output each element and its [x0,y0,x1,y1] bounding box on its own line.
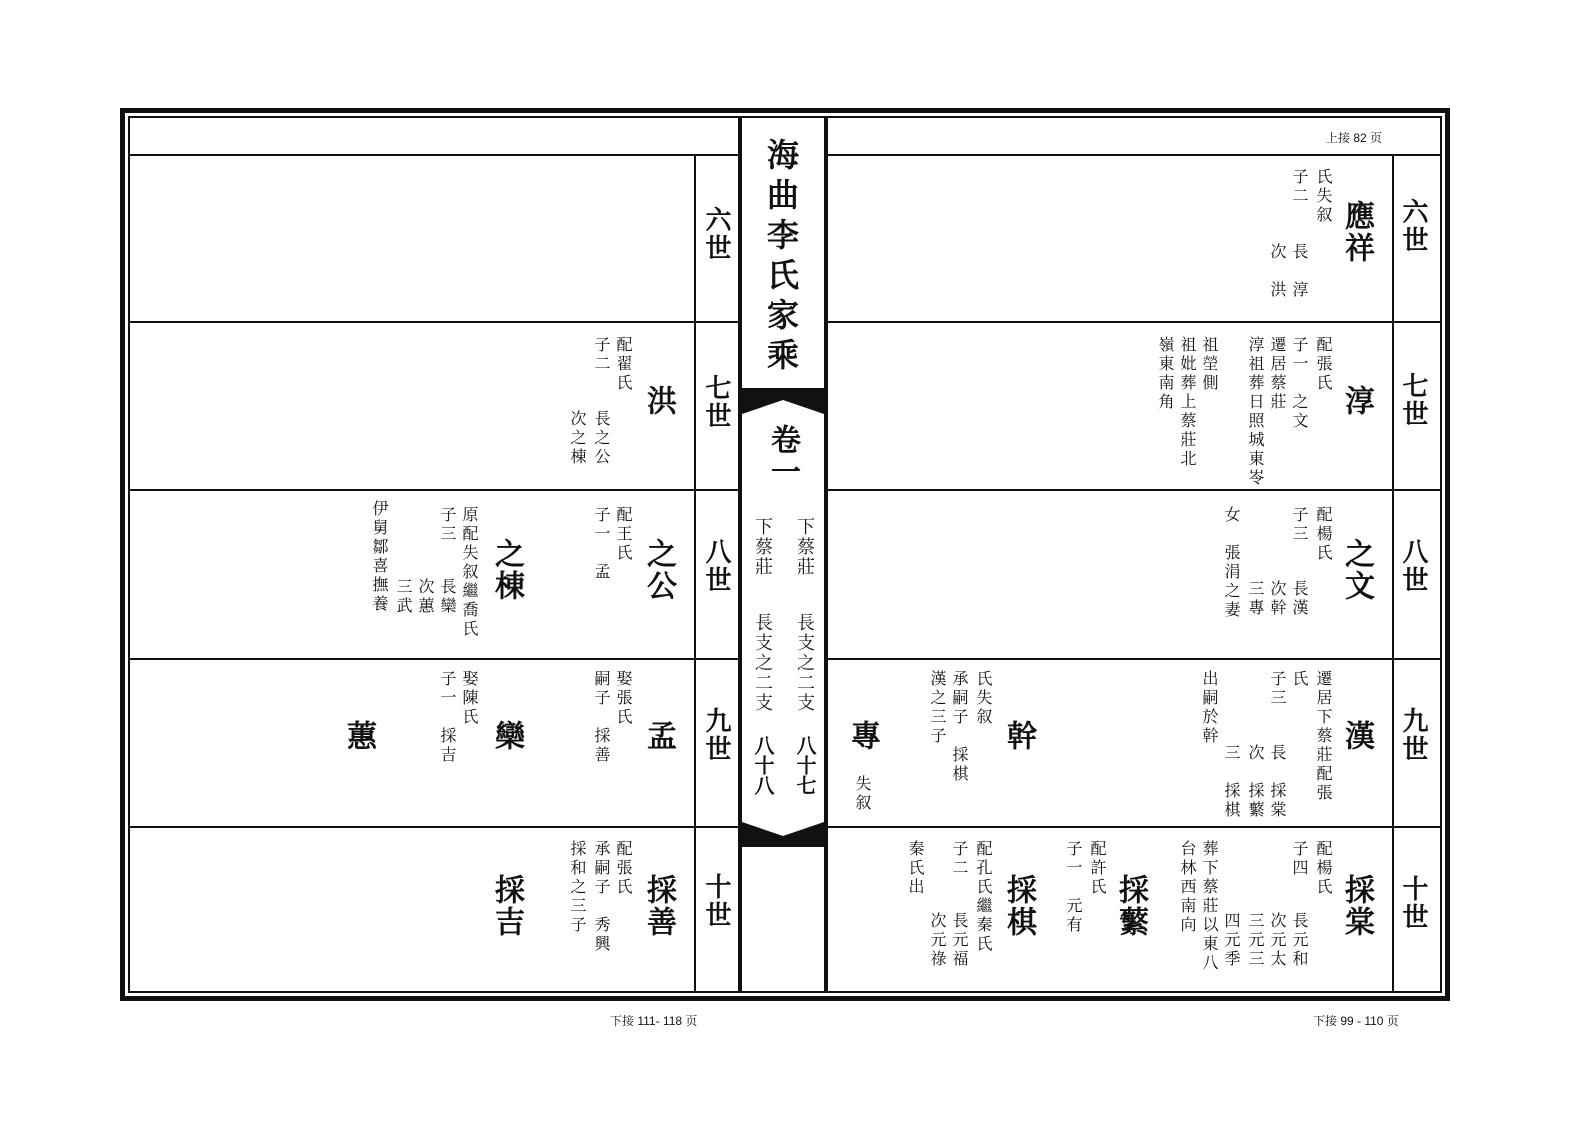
person-note: 遷居蔡莊 [1268,336,1287,412]
bottom-right-ref: 下接 99 - 110 页 [1313,1014,1399,1028]
person-note: 次元太 [1268,912,1287,969]
spine-right-branch: 長支之二支 [794,613,815,713]
fishtail-bottom-icon [742,820,824,846]
person-name: 欒 [489,720,524,752]
person-name: 之棟 [489,538,524,602]
person-note: 次蕙 [416,578,435,616]
right-gen-7: 七世 [1398,372,1428,428]
person-note: 秦氏出 [906,840,925,897]
person-name: 應祥 [1339,200,1374,264]
person-note: 次元祿 [928,912,947,969]
person-note: 子一 元有 [1064,840,1083,935]
person-note: 長元福 [950,912,969,969]
person-note: 三專 [1246,580,1265,618]
row-line [128,489,738,491]
person-note: 配孔氏繼秦氏 [974,840,993,954]
spine-left-page: 八十八 [751,735,775,795]
row-line [128,154,738,156]
right-gen-6: 六世 [1398,198,1428,254]
spine-right-edge [824,116,828,993]
person-note: 次之棟 [568,410,587,467]
person-name: 孟 [641,720,676,752]
person-note: 原配失叙繼喬氏 [460,506,479,639]
person-note: 氏 [1290,670,1309,689]
person-note: 承嗣子 採棋 [950,670,969,784]
person-note: 出嗣於幹 [1200,670,1219,746]
person-note: 四元季 [1222,912,1241,969]
person-note: 娶張氏 [614,670,633,727]
left-gen-10: 十世 [701,873,731,929]
person-note: 葬下蔡莊以東八 [1200,840,1219,973]
row-line [128,321,738,323]
person-note: 長之公 [592,410,611,467]
person-note: 長漢 [1290,580,1309,618]
person-note: 台林西南向 [1178,840,1197,935]
person-note: 次幹 [1268,580,1287,618]
person-note: 子二 [592,336,611,374]
person-note: 子二 [1290,168,1309,206]
person-note: 女 張涓之妻 [1222,506,1241,620]
spine-right-page: 八十七 [793,735,817,795]
person-note: 三武 [394,578,413,616]
row-line [828,154,1440,156]
person-note: 子一 採吉 [438,670,457,765]
person-name: 之文 [1339,538,1374,602]
volume-label: 卷一 [765,424,800,488]
spine-left-edge [738,116,742,993]
person-note: 祖妣葬上蔡莊北 [1178,336,1197,469]
person-note: 祖塋側 [1200,336,1219,393]
person-name: 採善 [641,874,676,938]
person-note: 長 淳 [1290,243,1309,300]
person-name: 採蘩 [1113,874,1148,938]
person-note: 配張氏 [1314,336,1333,393]
person-note: 氏失叙 [974,670,993,727]
person-note: 三元三 [1246,912,1265,969]
person-note: 配王氏 [614,506,633,563]
person-note: 次 洪 [1268,243,1287,300]
row-line [828,321,1440,323]
person-name: 蕙 [341,720,376,752]
person-note: 三 採棋 [1222,744,1241,820]
row-line [128,826,738,828]
person-note: 配楊氏 [1314,506,1333,563]
left-gen-separator [694,154,696,993]
person-note: 嗣子 採善 [592,670,611,765]
person-note: 子一 孟 [592,506,611,582]
person-name: 採吉 [489,874,524,938]
person-note: 採和之三子 [568,840,587,935]
person-name: 採棋 [1001,874,1036,938]
person-note: 子二 [950,840,969,878]
spine-right-place: 下蔡莊 [794,517,815,577]
row-line [828,658,1440,660]
left-gen-6: 六世 [701,206,731,262]
left-gen-7: 七世 [701,374,731,430]
person-name: 淳 [1339,385,1374,417]
person-note: 配張氏 [614,840,633,897]
person-note: 配許氏 [1088,840,1107,897]
person-note: 子一 之文 [1290,336,1309,431]
person-note: 失叙 [853,775,872,813]
person-name: 之公 [641,538,676,602]
right-gen-8: 八世 [1398,538,1428,594]
person-note: 承嗣子 秀興 [592,840,611,954]
spine-left-place: 下蔡莊 [752,517,773,577]
person-note: 淳祖葬日照城東岺 [1246,336,1265,488]
person-note: 漢之三子 [928,670,947,746]
right-gen-10: 十世 [1398,875,1428,931]
person-note: 嶺東南角 [1156,336,1175,412]
row-line [828,826,1440,828]
person-note: 配楊氏 [1314,840,1333,897]
right-gen-separator [1392,154,1394,993]
fishtail-top-icon [742,390,824,416]
person-note: 氏失叙 [1314,168,1333,225]
person-name: 洪 [641,385,676,417]
genealogy-title: 海曲李氏家乘 [762,138,800,378]
top-right-ref: 上接 82 页 [1326,131,1383,145]
bottom-left-ref: 下接 111- 118 页 [610,1014,698,1028]
left-gen-8: 八世 [701,538,731,594]
person-note: 長 採棠 [1268,744,1287,820]
person-note: 子三 [1290,506,1309,544]
row-line [128,658,738,660]
person-name: 漢 [1339,720,1374,752]
person-name: 幹 [1001,720,1036,752]
person-note: 長欒 [438,578,457,616]
row-line [828,489,1440,491]
left-gen-9: 九世 [701,707,731,763]
right-gen-9: 九世 [1398,707,1428,763]
person-note: 子三 [1268,670,1287,708]
person-name: 採棠 [1339,874,1374,938]
person-name: 專 [845,720,880,752]
person-note: 娶陳氏 [460,670,479,727]
person-note: 配翟氏 [614,336,633,393]
person-note: 次 採蘩 [1246,744,1265,820]
person-note: 遷居下蔡莊配張 [1314,670,1333,803]
spine-left-branch: 長支之二支 [752,613,773,713]
person-note: 伊舅鄒喜撫養 [370,500,389,614]
person-note: 長元和 [1290,912,1309,969]
person-note: 子三 [438,506,457,544]
person-note: 子四 [1290,840,1309,878]
